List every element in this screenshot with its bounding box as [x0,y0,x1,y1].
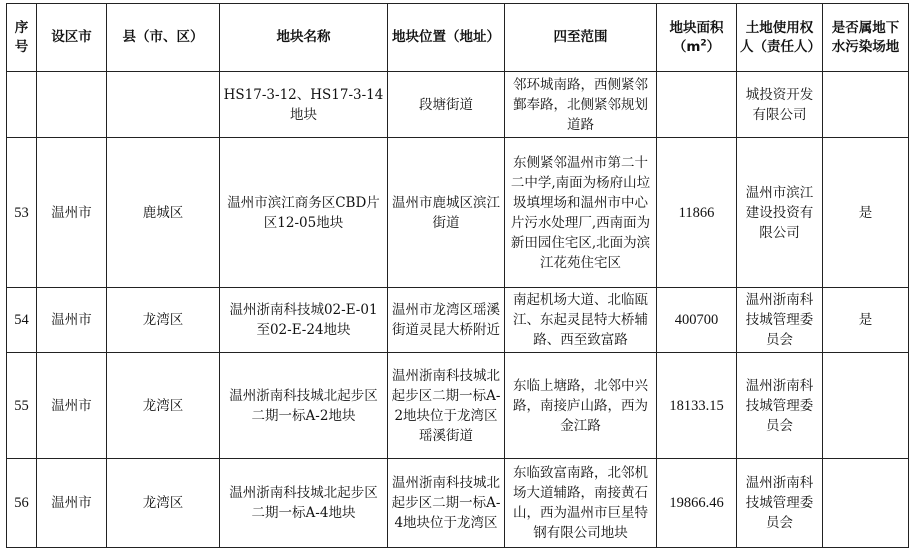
cell-city: 温州市 [37,288,107,353]
cell-area: 19866.46 [657,459,737,548]
cell-seq [7,72,37,138]
land-parcel-table [6,3,909,548]
cell-location: 温州浙南科技城北起步区二期一标A-2地块位于龙湾区瑶溪街道 [388,353,505,459]
cell-owner: 温州市滨江建设投资有限公司 [737,138,823,288]
cell-location: 段塘街道 [388,72,505,138]
cell-name: 温州浙南科技城北起步区二期一标A-2地块 [220,353,388,459]
cell-polluted [823,72,909,138]
cell-bounds: 东侧紧邻温州市第二十二中学,南面为杨府山垃圾填埋场和温州市中心片污水处理厂,西南面为新田园住宅区,北面为滨江花苑住宅区 [505,138,657,288]
header-location: 地块位置（地址） [388,4,505,72]
cell-seq: 56 [7,459,37,548]
cell-county: 龙湾区 [107,459,220,548]
cell-name: 温州浙南科技城北起步区二期一标A-4地块 [220,459,388,548]
cell-area: 400700 [657,288,737,353]
cell-owner: 温州浙南科技城管理委员会 [737,459,823,548]
cell-name: 温州浙南科技城02-E-01至02-E-24地块 [220,288,388,353]
cell-seq: 54 [7,288,37,353]
cell-bounds: 南起机场大道、北临瓯江、东起灵昆特大桥辅路、西至致富路 [505,288,657,353]
header-polluted: 是否属地下水污染场地 [823,4,909,72]
table-header-row [7,4,909,72]
cell-location: 温州市鹿城区滨江街道 [388,138,505,288]
cell-county: 龙湾区 [107,288,220,353]
cell-bounds: 东临上塘路，北邻中兴路，南接庐山路，西为金江路 [505,353,657,459]
table-row [7,459,909,548]
cell-county [107,72,220,138]
cell-location: 温州浙南科技城北起步区二期一标A-4地块位于龙湾区 [388,459,505,548]
header-seq: 序号 [7,4,37,72]
cell-name: 温州市滨江商务区CBD片区12-05地块 [220,138,388,288]
cell-polluted [823,353,909,459]
cell-owner: 城投资开发有限公司 [737,72,823,138]
cell-city: 温州市 [37,353,107,459]
cell-seq: 55 [7,353,37,459]
cell-polluted: 是 [823,288,909,353]
header-area-close: ） [706,38,721,55]
cell-name: HS17-3-12、HS17-3-14地块 [220,72,388,138]
cell-owner: 温州浙南科技城管理委员会 [737,353,823,459]
cell-city: 温州市 [37,138,107,288]
cell-area: 18133.15 [657,353,737,459]
cell-location: 温州市龙湾区瑶溪街道灵昆大桥附近 [388,288,505,353]
table-row [7,138,909,288]
header-name: 地块名称 [220,4,388,72]
table-row [7,72,909,138]
table-row [7,353,909,459]
header-city: 设区市 [37,4,107,72]
cell-city [37,72,107,138]
cell-county: 龙湾区 [107,353,220,459]
cell-bounds: 邻环城南路，西侧紧邻鄞奉路，北侧紧邻规划道路 [505,72,657,138]
header-area [657,4,737,72]
header-area-label: 地块面积（m [669,19,724,55]
cell-polluted: 是 [823,138,909,288]
header-bounds: 四至范围 [505,4,657,72]
cell-county: 鹿城区 [107,138,220,288]
header-county: 县（市、区） [107,4,220,72]
cell-seq: 53 [7,138,37,288]
cell-polluted [823,459,909,548]
header-area-sup: 2 [700,38,707,48]
header-owner: 土地使用权人（责任人） [737,4,823,72]
cell-bounds: 东临致富南路，北邻机场大道辅路，南接黄石山，西为温州市巨星特钢有限公司地块 [505,459,657,548]
cell-area [657,72,737,138]
table-row [7,288,909,353]
cell-owner: 温州浙南科技城管理委员会 [737,288,823,353]
cell-city: 温州市 [37,459,107,548]
cell-area: 11866 [657,138,737,288]
